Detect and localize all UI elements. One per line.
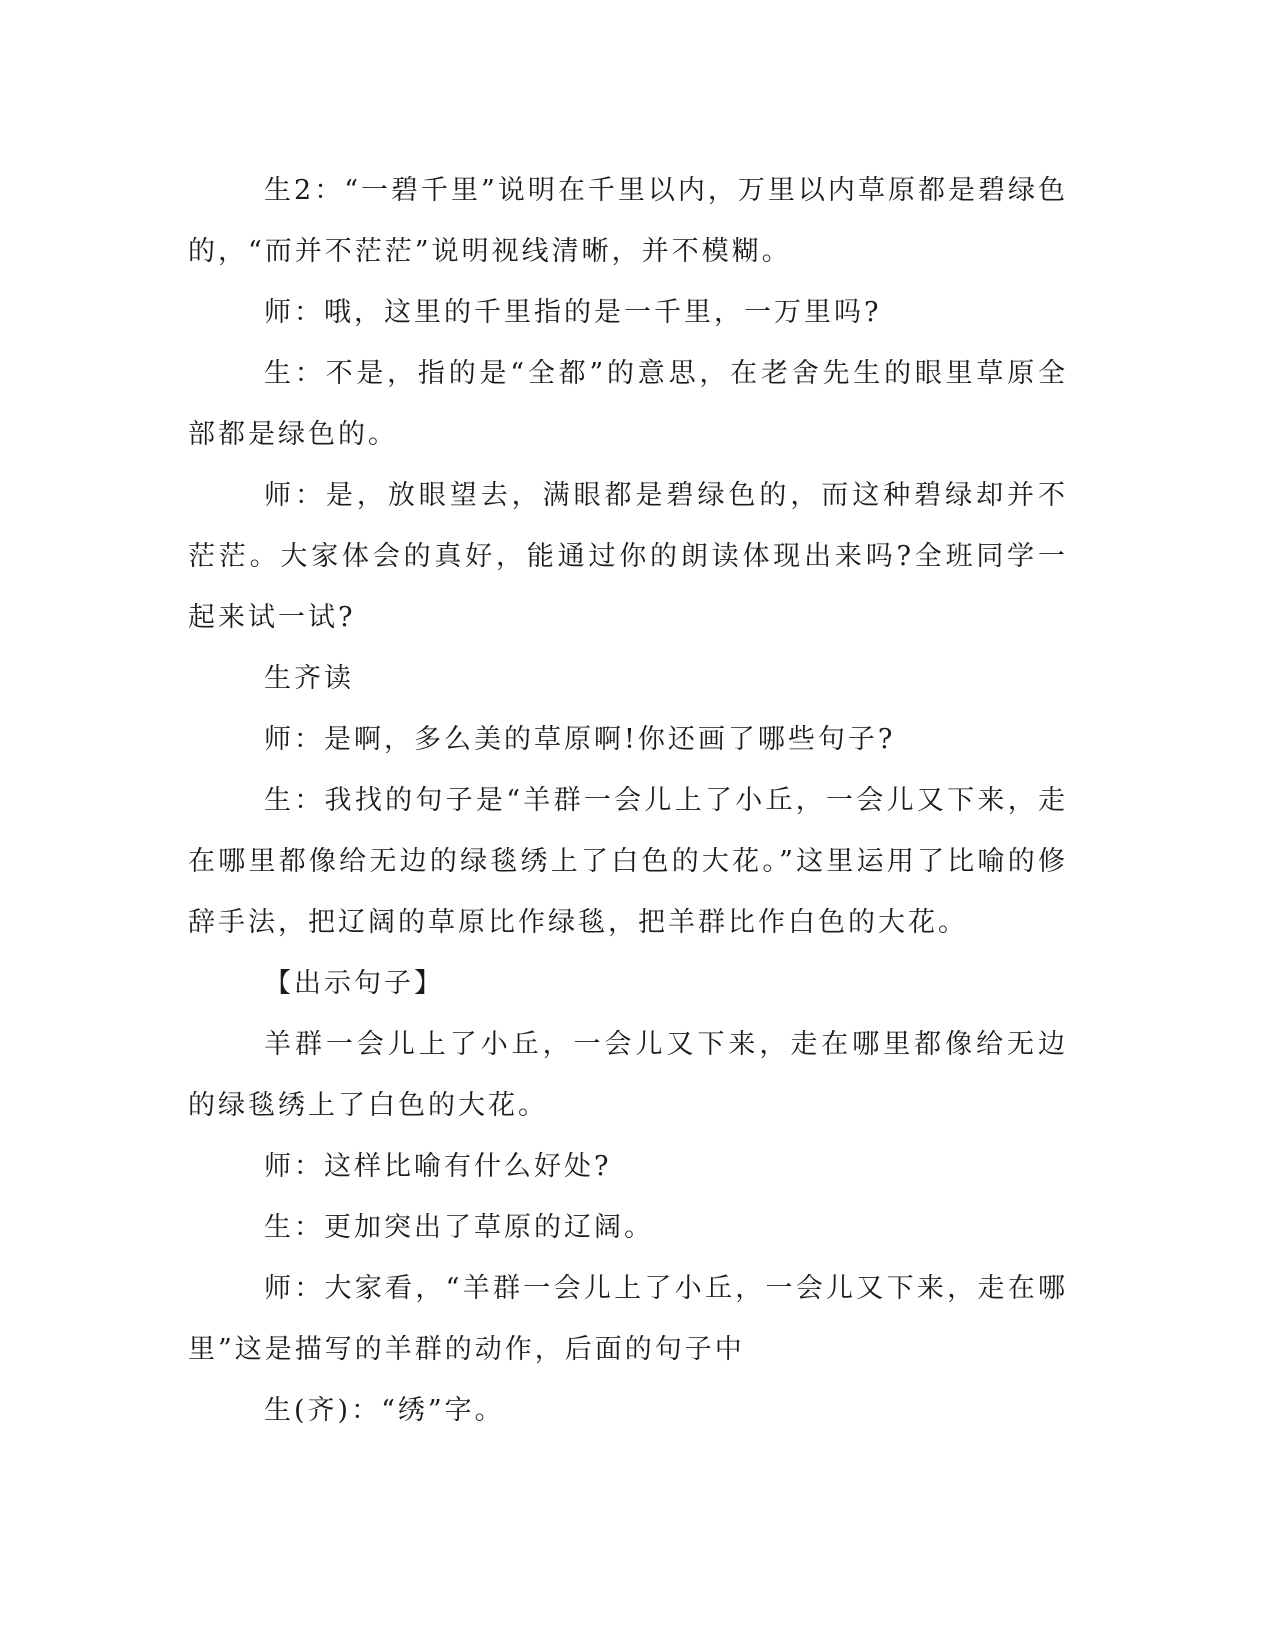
dialogue-paragraph: 生齐读 [264,663,354,694]
dialogue-paragraph: 师：是，放眼望去，满眼都是碧绿色的，而这种碧绿却并不茫茫。大家体会的真好，能通过你的朗读体现出来吗?全班同学一起来试一试? [188,480,1068,633]
dialogue-paragraph: 生(齐)：“绣”字。 [264,1395,505,1426]
dialogue-paragraph: 生：不是，指的是“全都”的意思，在老舍先生的眼里草原全部都是绿色的。 [188,358,1068,450]
dialogue-paragraph: 生：更加突出了草原的辽阔。 [264,1212,654,1243]
dialogue-paragraph: 生：我找的句子是“羊群一会儿上了小丘，一会儿又下来，走在哪里都像给无边的绿毯绣上了白色的大花。”这里运用了比喻的修辞手法，把辽阔的草原比作绿毯，把羊群比作白色的大花。 [188,785,1068,938]
dialogue-paragraph: 生2：“一碧千里”说明在千里以内，万里以内草原都是碧绿色的，“而并不茫茫”说明视线清晰，并不模糊。 [188,175,1068,267]
section-heading: 【出示句子】 [264,968,444,999]
quoted-sentence: 羊群一会儿上了小丘，一会儿又下来，走在哪里都像给无边的绿毯绣上了白色的大花。 [188,1029,1068,1121]
document-body [188,160,1068,1441]
dialogue-paragraph: 师：是啊，多么美的草原啊!你还画了哪些句子? [264,724,896,755]
dialogue-paragraph: 师：大家看，“羊群一会儿上了小丘，一会儿又下来，走在哪里”这是描写的羊群的动作，后面的句子中 [188,1273,1068,1365]
dialogue-paragraph: 师：哦，这里的千里指的是一千里，一万里吗? [264,297,882,328]
dialogue-paragraph: 师：这样比喻有什么好处? [264,1151,612,1182]
